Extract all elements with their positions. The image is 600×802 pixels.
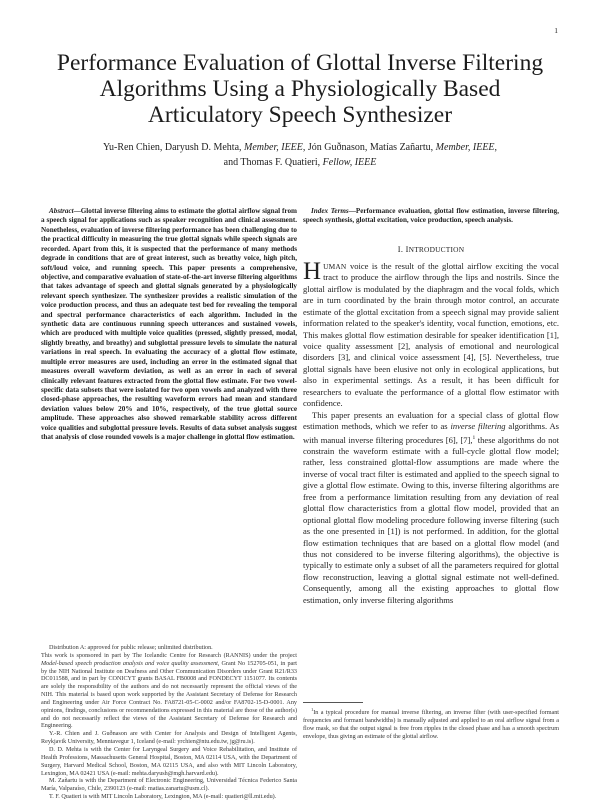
fellow-affiliation: Fellow, IEEE	[322, 157, 377, 168]
intro-paragraph-2	[303, 410, 559, 607]
member-affiliation-2: Member, IEEE	[435, 142, 495, 153]
intro-p2-text-c: these algorithms do not constrain the waveform estimate with a full-cycle glottal flow model; rather, less constrained glottal-flow assumptions are made where the inverse of vocal tract filter is estimated and applied to the speech signal to give a glottal flow estimate. Owing to this, inverse filtering algorithms are free from a performance limitation resulting from any deviation of real glottal flow characteristics from a glottal flow model, provided that an optional glottal flow modeling procedure following inverse filtering (such as the one presented in [1]) is not performed. In addition, for the glottal flow estimation techniques that are based on a glottal flow model (and thus not considered to be inverse filtering algorithms), the objective is typically to estimate only a subset of all the parameters required for glottal flow reconstruction, leaving a glottal signal estimate not well-defined. Consequently, among all the existing approaches to glottal flow estimation, only inverse filtering algorithms	[303, 434, 559, 605]
footnote-funding	[41, 653, 297, 731]
section-heading-introduction	[303, 245, 559, 254]
intro-paragraph-1-text: voice is the result of the glottal airflow exciting the vocal tract to produce the airflow through the lips and nostrils. Since the glottal airflow is modulated by the diaphragm and the vocal folds, which are in turn coordinated by the brain through motor control, an accurate estimate of the glottal excitation from a speech signal may provide salient information related to the speaker's identity, vocal function, emotions, etc. This makes glottal flow estimation desirable for speaker identification [1], voice quality assessment [2], analysis of emotional and neurological disorders [3], and clinical voice assessment [4], [5]. Nevertheless, true glottal signals have been elusive not only in ecological applications, but also in experimental settings. As a result, it has been difficult for researchers to evaluate the performance of a glottal flow estimator with confidence.	[303, 260, 559, 409]
intro-paragraph-1	[303, 257, 559, 410]
right-footnote	[303, 702, 559, 741]
drop-cap: H	[303, 257, 322, 285]
footnote-affiliation-mehta: D. D. Mehta is with the Center for Laryngeal Surgery and Voice Rehabilitation, and Institute of Health Professions, Massachusetts General Hospital, Boston, MA 02114 USA, with the Department of Surgery, Harvard Medical School, Boston, MA 02115 USA, and also with MIT Lincoln Laboratory, Lexington, MA 02421 USA (e-mail: mehta.daryush@mgh.harvard.edu).	[41, 746, 297, 777]
author-footnotes	[41, 645, 297, 802]
author-list	[50, 140, 550, 170]
title-line-2: Algorithms Using a Physiologically Based	[99, 76, 501, 102]
author-names-a: Yu-Ren Chien, Daryush D. Mehta,	[102, 142, 245, 153]
title-line-1: Performance Evaluation of Glottal Inverse Filtering	[56, 50, 544, 76]
author-names-c: and Thomas F. Quatieri,	[223, 157, 323, 168]
author-comma: ,	[494, 142, 498, 153]
footnote-affiliation-zanartu: M. Zañartu is with the Department of Electronic Engineering, Universidad Técnica Federico Santa María, Valparaíso, Chile, 2390123 (e-mail: matias.zanartu@usm.cl).	[41, 778, 297, 793]
paper-title	[40, 50, 560, 128]
abstract-label: Abstract	[49, 207, 74, 215]
footnote-distribution: Distribution A: approved for public release; unlimited distribution.	[49, 645, 213, 651]
footnote-marker[interactable]: 1	[472, 434, 476, 441]
footnote-1-marker: 1	[311, 707, 314, 712]
index-terms	[303, 207, 559, 226]
section-initial: I	[405, 244, 409, 254]
footnote-affiliation-chien-gudnason: Y.-R. Chien and J. Guðnason are with Center for Analysis and Design of Intelligent Agents, Reykjavik University, Menntavegur 1, Iceland (e-mail: yrchien@ntu.edu.tw, jg@ru.is).	[41, 731, 297, 746]
section-title: NTRODUCTION	[408, 244, 465, 254]
intro-p2-text-a: This paper presents an evaluation for a special class of glottal flow estimation methods, which we refer to as	[303, 409, 559, 432]
funding-text-a: This work is sponsored in part by The Icelandic Centre for Research (RANNIS) under the project	[41, 652, 297, 659]
funding-project-title: Model-based speech production analysis and voice quality assessment	[41, 660, 218, 667]
index-terms-label: Index Terms	[311, 207, 349, 215]
index-terms-text: —Performance evaluation, glottal flow estimation, inverse filtering, speech synthesis, glottal excitation, voice production, speech analysis.	[303, 207, 559, 225]
section-number: I.	[397, 244, 406, 254]
intro-first-word: UMAN	[323, 261, 347, 271]
left-column	[41, 207, 297, 443]
footnote-rule	[303, 702, 363, 703]
abstract-text: —Glottal inverse filtering aims to estimate the glottal airflow signal from a speech signal for applications such as speaker recognition and clinical assessment. Nonetheless, evaluation of inverse filtering performance has been challenging due to the practical difficulty in measuring the true glottal signals while speech signals are recorded. Apart from this, it is suspected that the performance of many methods degrade in conditions that are of great interest, such as breathy voice, high pitch, soft/loud voice, and running speech. This paper presents a comprehensive, objective, and comparative evaluation of state-of-the-art inverse filtering algorithms that takes advantage of speech and glottal signals generated by a physiologically relevant speech synthesizer. The synthesizer provides a realistic simulation of the voice production process, and thus an adequate test bed for revealing the temporal and spectral performance characteristics of each algorithm. Included in the synthetic data are continuous running speech utterances and sustained vowels, which are produced with multiple voice qualities (pressed, slightly pressed, modal, slightly breathy, and breathy) and subglottal pressure levels to simulate the natural variations in real speech. In evaluating the accuracy of a glottal flow estimate, multiple error measures are used, including an error in the estimated signal that measures overall waveform deviation, as well as an error in each of several clinically relevant features extracted from the glottal flow estimate. For two vowel-specific data subsets that were isolated for two open vowels and analyzed with three closed-phase approaches, the resulting waveform errors had mean and standard deviation values below 20% and 10%, respectively, of the true glottal source amplitude. These approaches also showed remarkable stability across different voice qualities and subglottal pressure levels. Results of data subset analysis suggest that analysis of close rounded vowels is a major challenge in glottal flow estimation.	[41, 207, 298, 442]
page-number: 1	[554, 26, 558, 35]
author-names-b: , Jón Guðnason, Matías Zañartu,	[302, 142, 436, 153]
intro-p2-text-b: algorithms. As with manual inverse filtering procedures [6], [7],	[303, 421, 560, 445]
footnote-1	[303, 706, 559, 741]
right-column	[303, 207, 559, 606]
intro-p2-italic-term: inverse filtering	[450, 421, 506, 432]
member-affiliation-1: Member, IEEE	[244, 142, 303, 153]
authors-line-1	[103, 142, 497, 153]
abstract	[41, 207, 297, 443]
title-line-3: Articulatory Speech Synthesizer	[147, 102, 453, 128]
funding-text-b: , Grant No 152705-051, in part by the NIH National Institute on Deafness and Other Communication Disorders under Grant R21/R33 DC011588, and in part by CONICYT grants BASAL FB0008 and FONDECYT 1151077. Its contents are solely the responsibility of the authors and do not necessarily represent the official views of the NIH. This material is based upon work supported by the Assistant Secretary of Defense for Research and Engineering under Air Force Contract No. FA8721-05-C-0002 and/or FA8702-15-D-0001. Any opinions, findings, conclusions or recommendations expressed in this material are those of the author(s) and do not necessarily reflect the views of the Assistant Secretary of Defense for Research and Engineering.	[41, 660, 297, 730]
footnote-affiliation-quatieri: T. F. Quatieri is with MIT Lincoln Laboratory, Lexington, MA (e-mail: quatieri@ll.mit.edu).	[49, 794, 277, 801]
footnote-1-text: In a typical procedure for manual inverse filtering, an inverse filter (with user-specified formant frequencies and formant bandwidths) is manually adjusted and applied to an oral airflow signal from a flow mask, so that the output signal is free from ripples in the closed phase and has a smooth spectrum envelope, thus giving an estimate of the glottal airflow.	[303, 710, 559, 740]
authors-line-2	[224, 157, 377, 168]
